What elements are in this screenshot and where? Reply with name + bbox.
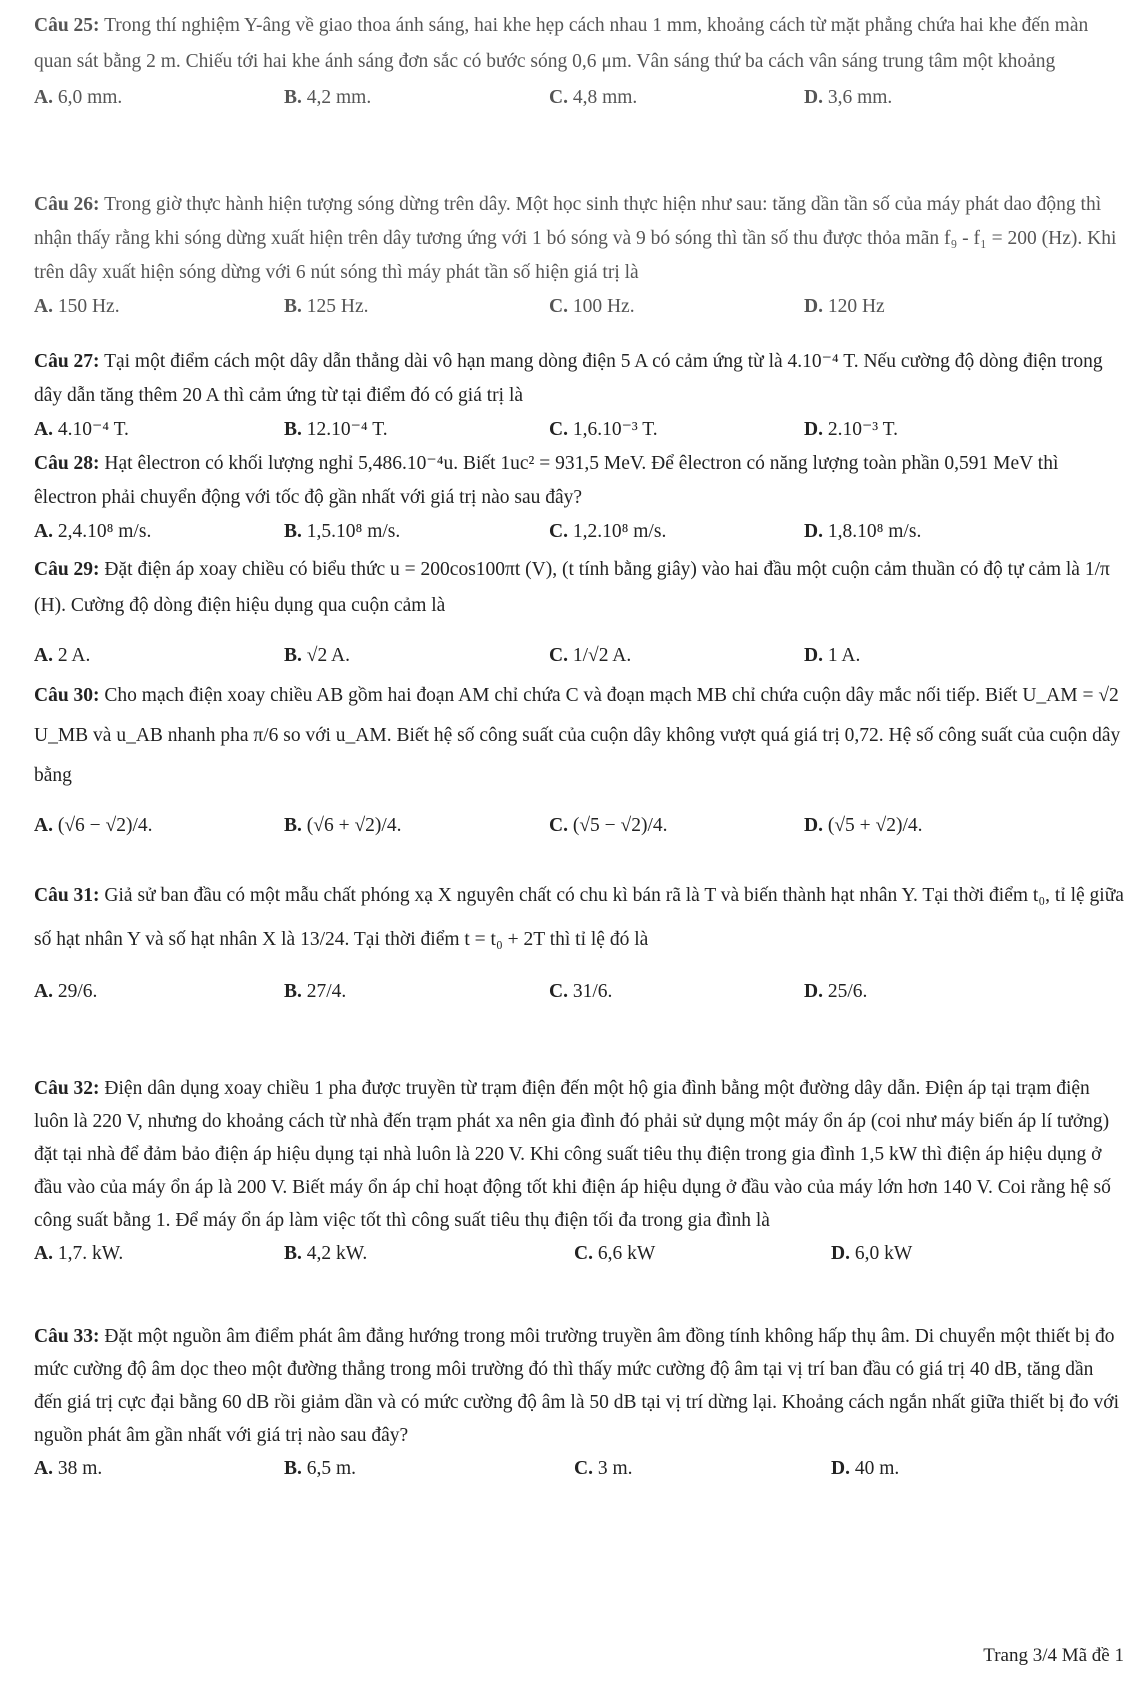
- option-b[interactable]: B. √2 A.: [284, 645, 350, 666]
- option-a[interactable]: A. 2,4.10⁸ m/s.: [34, 521, 152, 542]
- option-a[interactable]: A. 150 Hz.: [34, 296, 120, 317]
- question-number: Câu 27:: [34, 351, 100, 372]
- question-number: Câu 28:: [34, 453, 100, 474]
- option-b[interactable]: B. 125 Hz.: [284, 296, 369, 317]
- options: [34, 413, 1124, 449]
- option-c[interactable]: C. 1,2.10⁸ m/s.: [549, 521, 667, 542]
- option-d[interactable]: D. 6,0 kW: [831, 1243, 913, 1264]
- question-28: [34, 447, 1124, 551]
- option-b[interactable]: B. 6,5 m.: [284, 1458, 357, 1479]
- option-d[interactable]: D. 2.10⁻³ T.: [804, 419, 898, 440]
- question-26: [34, 188, 1124, 326]
- options: [34, 802, 1124, 850]
- options: [34, 80, 1124, 116]
- option-c[interactable]: C. 31/6.: [549, 981, 613, 1002]
- question-text: Cho mạch điện xoay chiều AB gồm hai đoạn AM chỉ chứa C và đoạn mạch MB chỉ chứa cuộn dây mắc nối tiếp. Biết U_AM = √2 U_MB và u_AB nhanh pha π/6 so với u_AM. Biết hệ số công suất của cuộn dây không vượt quá giá trị 0,72. Hệ số công suất của cuộn dây bằng: [34, 685, 1121, 786]
- options: [34, 290, 1124, 326]
- question-number: Câu 26:: [34, 194, 100, 215]
- question-text: Giả sử ban đầu có một mẫu chất phóng xạ X nguyên chất có chu kì bán rã là T và biến thành hạt nhân Y. Tại thời điểm t₀, tỉ lệ giữa số hạt nhân Y và số hạt nhân X là 13/24. Tại thời điểm t = t₀ + 2T thì tỉ lệ đó là: [34, 885, 1124, 950]
- option-b[interactable]: B. 4,2 kW.: [284, 1243, 368, 1264]
- option-c[interactable]: C. (√5 − √2)/4.: [549, 815, 668, 836]
- question-number: Câu 33:: [34, 1326, 100, 1347]
- page-footer: Trang 3/4 Mã đề 1: [983, 1645, 1124, 1666]
- option-b[interactable]: B. 1,5.10⁸ m/s.: [284, 521, 401, 542]
- options: [34, 632, 1124, 680]
- options: [34, 1452, 1124, 1488]
- options: [34, 1237, 1124, 1273]
- option-d[interactable]: D. 40 m.: [831, 1458, 900, 1479]
- question-27: [34, 345, 1124, 449]
- question-text: Trong giờ thực hành hiện tượng sóng dừng trên dây. Một học sinh thực hiện như sau: tăng dần tần số của máy phát dao động thì nhận thấy rằng khi sóng dừng xuất hiện trên dây tương ứng với 1 bó sóng và 9 bó sóng thì tần số thu được thỏa mãn f₉ - f₁ = 200 (Hz). Khi trên dây xuất hiện sóng dừng với 6 nút sóng thì máy phát tần số hiện giá trị là: [34, 194, 1117, 283]
- option-c[interactable]: C. 1/√2 A.: [549, 645, 632, 666]
- options: [34, 968, 1124, 1016]
- option-c[interactable]: C. 4,8 mm.: [549, 87, 638, 108]
- option-d[interactable]: D. 120 Hz: [804, 296, 885, 317]
- question-number: Câu 25:: [34, 15, 100, 36]
- question-text: Trong thí nghiệm Y-âng về giao thoa ánh sáng, hai khe hẹp cách nhau 1 mm, khoảng cách từ mặt phẳng chứa hai khe đến màn quan sát bằng 2 m. Chiếu tới hai khe ánh sáng đơn sắc có bước sóng 0,6 μm. Vân sáng thứ ba cách vân sáng trung tâm một khoảng: [34, 15, 1089, 72]
- option-d[interactable]: D. 1 A.: [804, 645, 861, 666]
- option-a[interactable]: A. (√6 − √2)/4.: [34, 815, 153, 836]
- question-number: Câu 32:: [34, 1078, 100, 1099]
- question-text: Đặt một nguồn âm điểm phát âm đẳng hướng trong môi trường truyền âm đồng tính không hấp thụ âm. Di chuyển một thiết bị đo mức cường độ âm dọc theo một đường thẳng trong môi trường đó thì thấy mức cường độ âm tại vị trí ban đầu có giá trị 40 dB, tăng dần đến giá trị cực đại bằng 60 dB rồi giảm dần và có mức cường độ âm là 50 dB tại vị trí dừng lại. Khoảng cách ngắn nhất giữa thiết bị đo với nguồn phát âm gần nhất với giá trị nào sau đây?: [34, 1326, 1120, 1446]
- option-a[interactable]: A. 1,7. kW.: [34, 1243, 124, 1264]
- option-a[interactable]: A. 4.10⁻⁴ T.: [34, 419, 129, 440]
- option-a[interactable]: A. 6,0 mm.: [34, 87, 123, 108]
- question-29: [34, 552, 1124, 680]
- question-32: [34, 1072, 1124, 1273]
- option-b[interactable]: B. (√6 + √2)/4.: [284, 815, 402, 836]
- question-text: Tại một điểm cách một dây dẫn thẳng dài vô hạn mang dòng điện 5 A có cảm ứng từ là 4.10⁻⁴ T. Nếu cường độ dòng điện trong dây dẫn tăng thêm 20 A thì cảm ứng từ tại điểm đó có giá trị là: [34, 351, 1103, 406]
- question-33: [34, 1320, 1124, 1488]
- option-a[interactable]: A. 38 m.: [34, 1458, 103, 1479]
- option-b[interactable]: B. 12.10⁻⁴ T.: [284, 419, 388, 440]
- question-31: [34, 874, 1124, 1016]
- question-text: Điện dân dụng xoay chiều 1 pha được truyền từ trạm điện đến một hộ gia đình bằng một đường dây dẫn. Điện áp tại trạm điện luôn là 220 V, nhưng do khoảng cách từ nhà đến trạm phát xa nên gia đình đó phải sử dụng một máy ổn áp (coi như máy biến áp lí tưởng) đặt tại nhà để đảm bảo điện áp hiệu dụng tại nhà luôn là 220 V. Khi công suất tiêu thụ điện trong gia đình 1,5 kW thì điện áp hiệu dụng ở đầu vào của máy ổn áp là 200 V. Biết máy ổn áp chỉ hoạt động tốt khi điện áp hiệu dụng ở đầu vào của máy lớn hơn 140 V. Coi rằng hệ số công suất bằng 1. Để máy ổn áp làm việc tốt thì công suất tiêu thụ điện tối đa trong gia đình là: [34, 1078, 1111, 1231]
- option-b[interactable]: B. 4,2 mm.: [284, 87, 372, 108]
- option-d[interactable]: D. 25/6.: [804, 981, 868, 1002]
- option-a[interactable]: A. 2 A.: [34, 645, 91, 666]
- question-text: Hạt êlectron có khối lượng nghỉ 5,486.10⁻⁴u. Biết 1uc² = 931,5 MeV. Để êlectron có năng lượng toàn phần 0,591 MeV thì êlectron phải chuyển động với tốc độ gần nhất với giá trị nào sau đây?: [34, 453, 1059, 508]
- question-text: Đặt điện áp xoay chiều có biểu thức u = 200cos100πt (V), (t tính bằng giây) vào hai đầu một cuộn cảm thuần có độ tự cảm là 1/π (H). Cường độ dòng điện hiệu dụng qua cuộn cảm là: [34, 559, 1110, 616]
- question-number: Câu 29:: [34, 559, 100, 580]
- option-a[interactable]: A. 29/6.: [34, 981, 98, 1002]
- option-c[interactable]: C. 6,6 kW: [574, 1243, 656, 1264]
- option-d[interactable]: D. (√5 + √2)/4.: [804, 815, 923, 836]
- question-30: [34, 676, 1124, 850]
- options: [34, 515, 1124, 551]
- question-number: Câu 31:: [34, 885, 100, 906]
- option-c[interactable]: C. 1,6.10⁻³ T.: [549, 419, 658, 440]
- option-b[interactable]: B. 27/4.: [284, 981, 347, 1002]
- question-number: Câu 30:: [34, 685, 100, 706]
- option-c[interactable]: C. 100 Hz.: [549, 296, 635, 317]
- option-c[interactable]: C. 3 m.: [574, 1458, 633, 1479]
- option-d[interactable]: D. 3,6 mm.: [804, 87, 893, 108]
- question-25: [34, 8, 1124, 116]
- option-d[interactable]: D. 1,8.10⁸ m/s.: [804, 521, 922, 542]
